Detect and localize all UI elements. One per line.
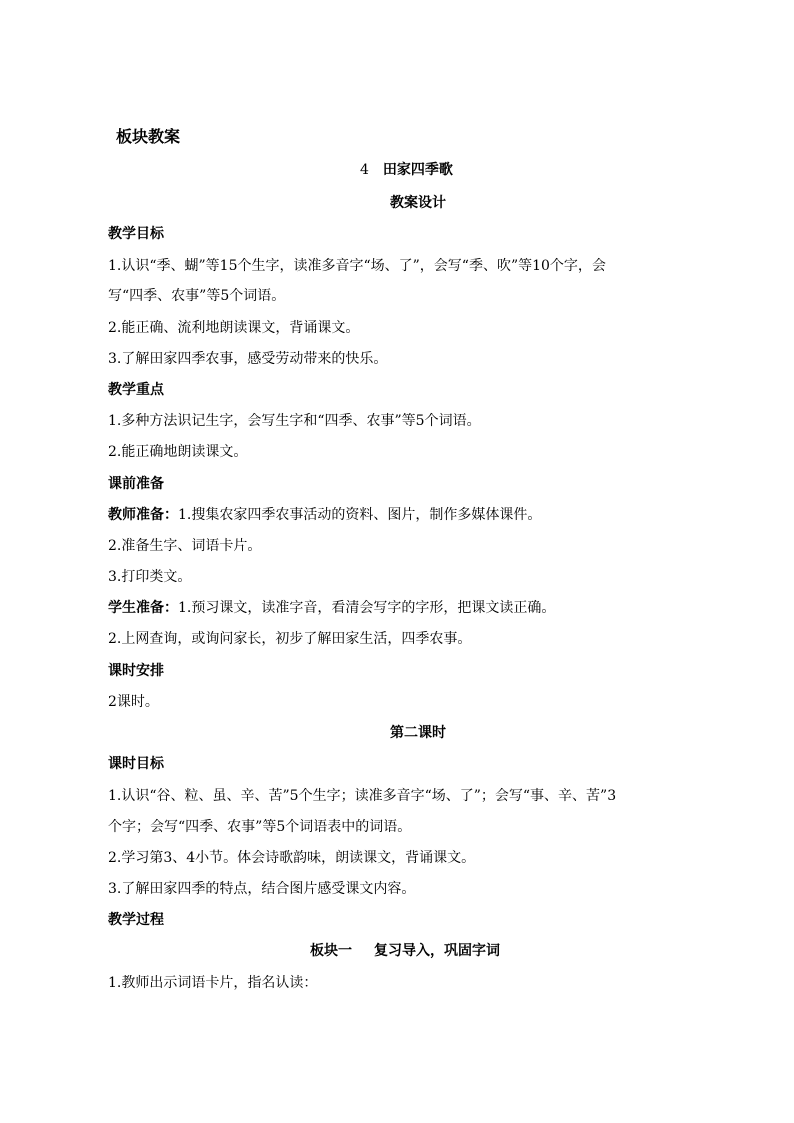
lesson-name: 田家四季歌 xyxy=(382,162,453,178)
prep-heading: 课前准备 xyxy=(108,476,164,492)
block-label: 板块一 xyxy=(310,943,352,959)
teacher-prep-item-1: 1.搜集农家四季农事活动的资料、图片，制作多媒体课件。 xyxy=(178,507,542,523)
period-goal-line-3: 2.学习第3、4小节。体会诗歌韵味，朗读课文，背诵课文。 xyxy=(108,850,476,866)
period-goal-line-4: 3.了解田家四季的特点，结合图片感受课文内容。 xyxy=(108,881,416,897)
teacher-prep-line-3: 3.打印类文。 xyxy=(108,569,192,585)
process-step-1: 1.教师出示词语卡片，指名认读： xyxy=(108,975,318,991)
focus-line-2: 2.能正确地朗读课文。 xyxy=(108,444,248,460)
focus-heading: 教学重点 xyxy=(108,382,164,398)
goals-heading: 教学目标 xyxy=(108,226,164,242)
goal-line-2: 写“四季、农事”等5个词语。 xyxy=(108,288,286,304)
block-name: 复习导入，巩固字词 xyxy=(374,943,500,959)
lesson-title xyxy=(360,160,453,180)
schedule-heading: 课时安排 xyxy=(108,663,164,679)
student-prep-line-2: 2.上网查询，或询问家长，初步了解田家生活，四季农事。 xyxy=(108,631,472,647)
period-goal-line-2: 个字；会写“四季、农事”等5个词语表中的词语。 xyxy=(108,819,412,835)
goal-line-1: 1.认识“季、蝴”等15个生字，读准多音字“场、了”，会写“季、吹”等10个字，会 xyxy=(108,258,606,274)
goal-line-3: 2.能正确、流利地朗读课文，背诵课文。 xyxy=(108,320,360,336)
period-goal-line-1: 1.认识“谷、粒、虽、辛、苦”5个生字；读准多音字“场、了”；会写“事、辛、苦”3 xyxy=(108,788,617,804)
teacher-prep-line-2: 2.准备生字、词语卡片。 xyxy=(108,538,262,554)
design-heading: 教案设计 xyxy=(390,195,446,211)
teacher-prep-line-1 xyxy=(108,505,728,525)
process-heading: 教学过程 xyxy=(108,912,164,928)
block-title xyxy=(310,941,500,961)
student-prep-item-1: 1.预习课文，读准字音，看清会写字的字形，把课文读正确。 xyxy=(178,600,556,616)
lesson-number: 4 xyxy=(360,162,369,178)
period-goals-heading: 课时目标 xyxy=(108,756,164,772)
document-header: 板块教案 xyxy=(116,127,181,146)
focus-line-1: 1.多种方法识记生字，会写生字和“四季、农事”等5个词语。 xyxy=(108,413,481,429)
student-prep-line-1 xyxy=(108,598,728,618)
goal-line-4: 3.了解田家四季农事，感受劳动带来的快乐。 xyxy=(108,351,388,367)
schedule-text: 2课时。 xyxy=(108,694,159,710)
period-heading: 第二课时 xyxy=(390,725,446,741)
teacher-prep-label: 教师准备： xyxy=(108,507,178,523)
student-prep-label: 学生准备： xyxy=(108,600,178,616)
